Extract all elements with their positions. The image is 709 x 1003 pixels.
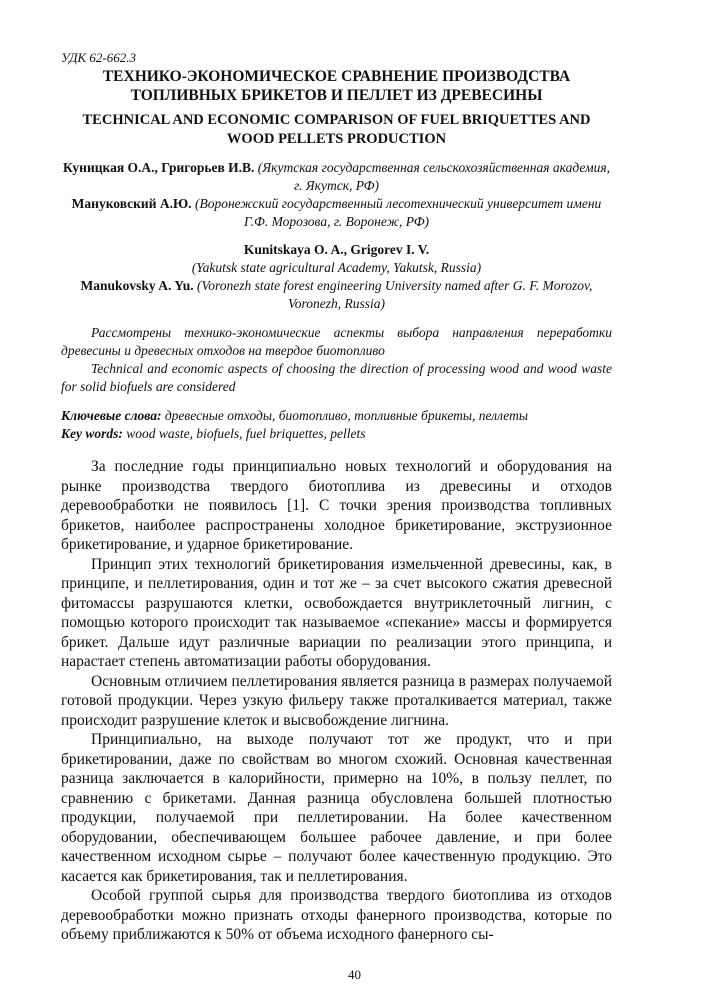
author-affiliation: (Voronezh state forest engineering University named after G. F. Morozov, Voronezh, Russia) (196, 278, 593, 311)
author-name: Kunitskaya O. A., Grigorev I. V. (243, 242, 430, 257)
body-text (61, 457, 612, 945)
page-number: 40 (348, 967, 361, 982)
keywords (61, 407, 612, 443)
author-affiliation: (Yakutsk state agricultural Academy, Yakutsk, Russia) (191, 260, 482, 275)
keywords-en (61, 425, 612, 443)
paragraph: Принципиально, на выходе получают тот же продукт, что и при брикетировании, даже по свойствам во многом схожий. Основная качественная разница заключается в калорийности, примерно на 10%, в пользу пеллет, по сравнению с брикетами. Данная разница обусловлена большей плотностью продукции, получаемой при пеллетировании. На более качественном оборудовании, обеспечивающем большее рабочее давление, и при более качественном исходном сырье – получают более качественную продукцию. Это касается как брикетирования, так и пеллетирования. (61, 731, 612, 885)
keywords-en-label: Key words: (61, 426, 123, 441)
author-entry (61, 277, 612, 313)
author-entry (61, 159, 612, 195)
authors-en (61, 241, 612, 313)
udk-code: УДК 62-662.3 (61, 50, 136, 65)
title-en-line: WOOD PELLETS PRODUCTION (226, 131, 447, 147)
title-en (61, 111, 612, 149)
keywords-ru-text: древесные отходы, биотопливо, топливные брикеты, пеллеты (161, 408, 528, 423)
authors-ru (61, 159, 612, 231)
keywords-ru (61, 407, 612, 425)
author-name: Мануковский А.Ю. (71, 196, 192, 211)
paragraph: Принцип этих технологий брикетирования измельченной древесины, как, в принципе, и пеллетирования, один и тот же – за счет высокого сжатия древесной фитомассы разрушаются клетки, освобождается внутриклеточный лигнин, с помощью которого происходит так называемое «спекание» массы и формируется брикет. Дальше идут различные вариации по реализации этого принципа, и нарастает степень автоматизации работы оборудования. (61, 555, 612, 670)
keywords-ru-label: Ключевые слова: (61, 408, 162, 423)
author-name: Manukovsky A. Yu. (80, 278, 194, 293)
article (61, 50, 612, 945)
paragraph: Особой группой сырья для производства твердого биотоплива из отходов деревообработки можно признать отходы фанерного производства, которые по объему приближаются к 50% от объема исходного фанерного сы- (61, 887, 612, 943)
keywords-en-text: wood waste, biofuels, fuel briquettes, pellets (122, 426, 366, 441)
abstract (61, 324, 612, 396)
author-affiliation: (Воронежский государственный лесотехнический университет имени Г.Ф. Морозова, г. Воронеж, РФ) (194, 196, 602, 229)
title-ru-line: ТОПЛИВНЫХ БРИКЕТОВ И ПЕЛЛЕТ ИЗ ДРЕВЕСИНЫ (130, 87, 543, 104)
abstract-en: Technical and economic aspects of choosing the direction of processing wood and wood waste for solid biofuels are considered (61, 361, 612, 394)
paragraph: За последние годы принципиально новых технологий и оборудования на рынке производства твердого биотоплива из древесины и отходов деревообработки не появилось [1]. С точки зрения производства топливных брикетов, наиболее распространены холодное брикетирование, экструзионное брикетирование, и ударное брикетирование. (61, 458, 612, 553)
title-en-line: TECHNICAL AND ECONOMIC COMPARISON OF FUEL BRIQUETTES AND (82, 112, 591, 128)
author-affiliation: (Якутская государственная сельскохозяйственная академия, г. Якутск, РФ) (257, 160, 610, 193)
paragraph: Основным отличием пеллетирования является разница в размерах получаемой готовой продукции. Через узкую фильеру также проталкивается материал, также происходит разрушение клеток и высвобождение лигнина. (61, 672, 612, 729)
author-name: Куницкая О.А., Григорьев И.В. (62, 160, 255, 175)
author-entry (61, 195, 612, 231)
abstract-ru: Рассмотрены технико-экономические аспекты выбора направления переработки древесины и древесных отходов на твердое биотопливо (61, 325, 612, 358)
title-ru-line: ТЕХНИКО-ЭКОНОМИЧЕСКОЕ СРАВНЕНИЕ ПРОИЗВОДСТВА (102, 68, 571, 85)
title-ru (61, 67, 612, 105)
